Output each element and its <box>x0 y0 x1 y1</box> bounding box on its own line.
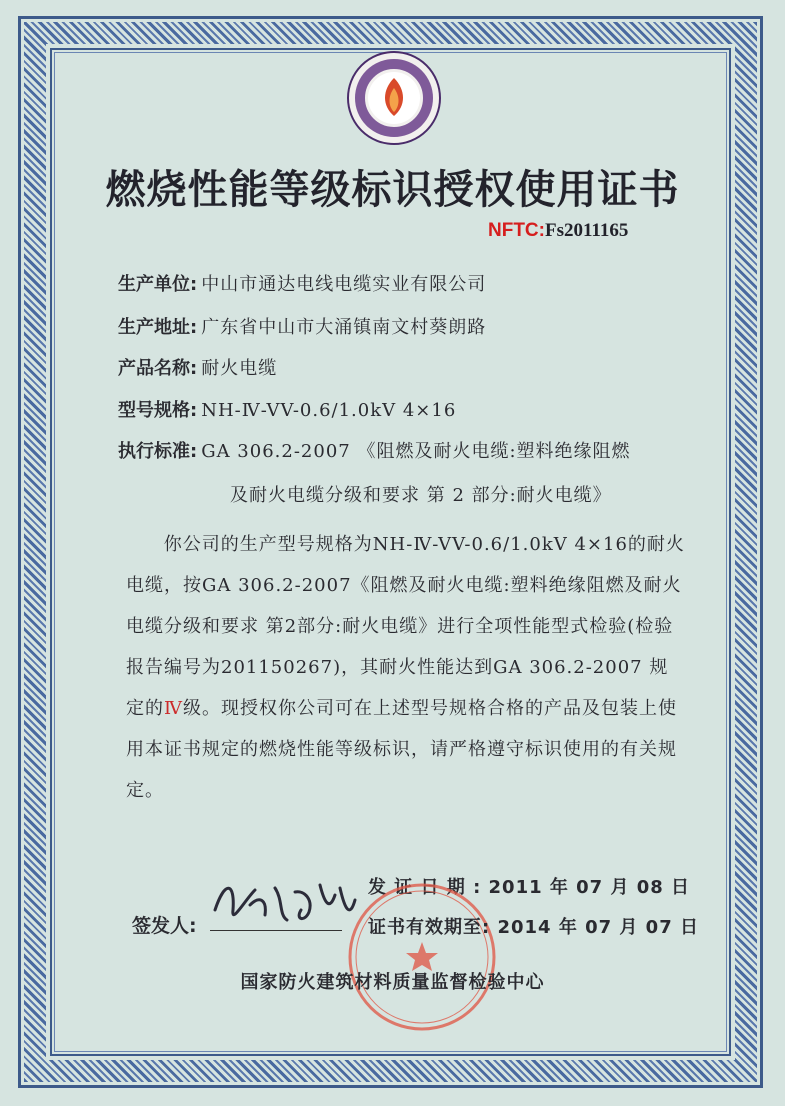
field-key: 型号规格: <box>118 400 198 421</box>
field-value: 广东省中山市大涌镇南文村葵朗路 <box>201 317 487 338</box>
field-standard <box>118 437 631 463</box>
field-value: GA 306.2-2007 《阻燃及耐火电缆:塑料绝缘阻燃 <box>201 441 631 462</box>
certificate-number <box>488 220 628 242</box>
official-seal <box>345 880 500 1035</box>
paragraph-text-1: 你公司的生产型号规格为NH-Ⅳ-VV-0.6/1.0kV 4×16的耐火电缆，按GA 306.2-2007《阻燃及耐火电缆:塑料绝缘阻燃及耐火电缆分级和要求 第2部分:耐火电缆》进行全项性能型式检验(检验报告编号为201150267)，其耐火性能达到GA 306.2-2007 规定的 <box>126 534 685 719</box>
signature-line <box>210 930 342 931</box>
field-key: 产品名称: <box>118 358 198 379</box>
field-value: 及耐火电缆分级和要求 第 2 部分:耐火电缆》 <box>230 485 612 506</box>
issuing-authority: 国家防火建筑材料质量监督检验中心 <box>240 972 545 993</box>
grade-text: Ⅳ <box>164 698 183 719</box>
field-value: 耐火电缆 <box>201 358 278 379</box>
cert-number-value: Fs2011165 <box>544 220 629 241</box>
valid-until: 证书有效期至: 2014 年 07 月 07 日 <box>368 917 699 938</box>
field-model <box>118 396 456 422</box>
signer-label: 签发人: <box>132 915 197 937</box>
field-value: NH-Ⅳ-VV-0.6/1.0kV 4×16 <box>201 400 457 421</box>
field-value: 中山市通达电线电缆实业有限公司 <box>201 274 487 295</box>
field-product-name <box>118 354 277 380</box>
issue-date: 发 证 日 期 : 2011 年 07 月 08 日 <box>368 877 691 898</box>
field-standard-continued <box>226 481 612 507</box>
field-key: 生产地址: <box>118 317 198 338</box>
handwritten-signature <box>205 870 365 936</box>
emblem-logo <box>346 50 442 146</box>
field-key: 执行标准: <box>118 441 198 462</box>
paragraph-text-2: 级。现授权你公司可在上述型号规格合格的产品及包装上使用本证书规定的燃烧性能等级标识，请严格遵守标识使用的有关规定。 <box>126 698 677 801</box>
field-address <box>118 313 486 339</box>
authorization-paragraph <box>126 524 686 811</box>
field-key: 生产单位: <box>118 274 198 295</box>
field-manufacturer <box>118 270 486 296</box>
certificate-title: 燃烧性能等级标识授权使用证书 <box>105 167 680 213</box>
cert-number-label: NFTC: <box>488 220 545 241</box>
